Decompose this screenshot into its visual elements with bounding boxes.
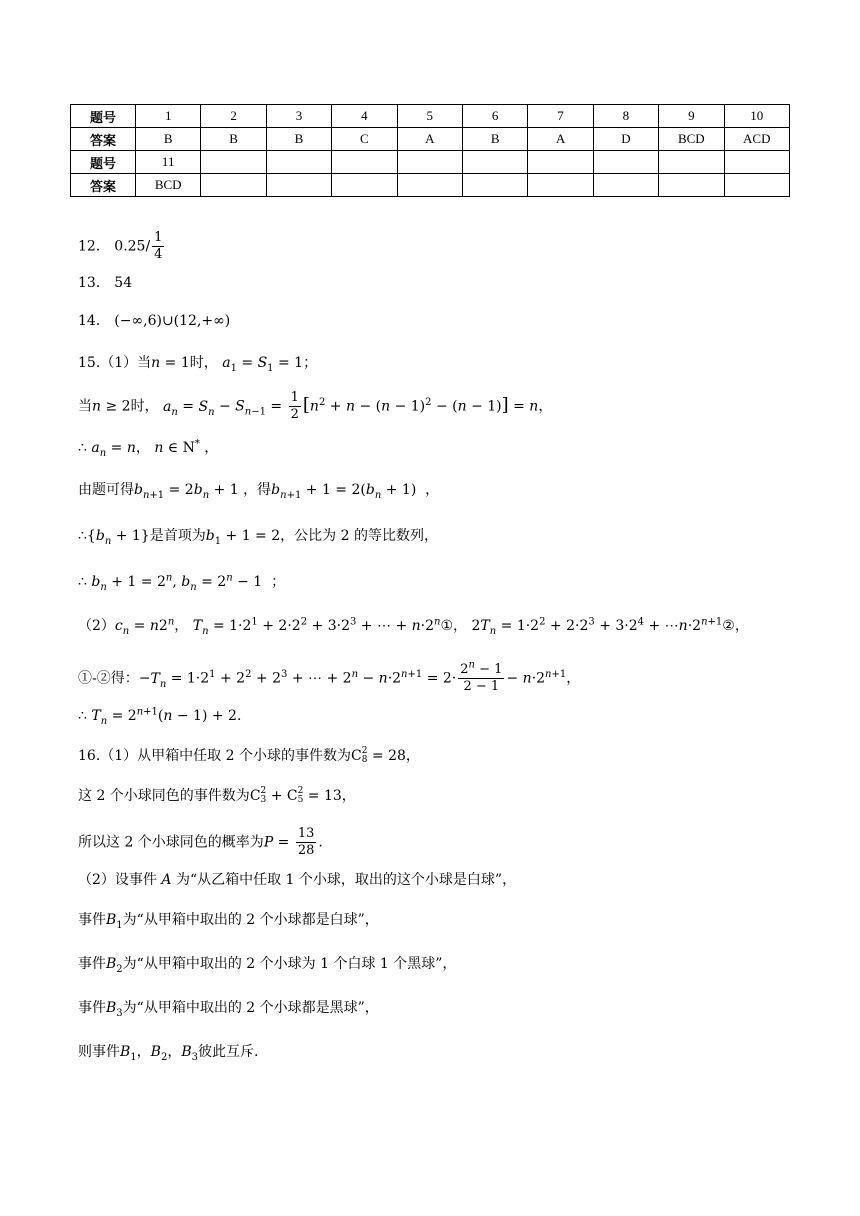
q15-therefore-3: ∴ xyxy=(78,574,87,590)
q12-value: 0.25/ xyxy=(114,238,151,255)
table-cell: ACD xyxy=(724,128,789,151)
q16-l2: 这 2 个小球同色的事件数为 xyxy=(78,788,250,804)
q15-when2-prefix: 当 xyxy=(78,398,92,415)
table-cell xyxy=(528,151,593,174)
q13-value: 54 xyxy=(114,275,133,291)
q13-label: 13． xyxy=(78,275,110,291)
table-cell xyxy=(201,151,266,174)
table-cell: 4 xyxy=(332,105,397,128)
table-cell: A xyxy=(397,128,462,151)
table-cell: 2 xyxy=(201,105,266,128)
table-row xyxy=(71,174,790,197)
q16-line-7: 事件$B_3$为“从甲箱中取出的 2 个小球都是黑球”， xyxy=(78,1000,379,1019)
q16-line-1: 16.（1）从甲箱中任取 2 个小球的事件数为C 2 8 = 28， xyxy=(78,746,420,765)
table-row xyxy=(71,128,790,151)
q15-therefore-1: ∴ xyxy=(78,440,87,456)
answer-table xyxy=(70,104,790,197)
q16-l8-post: 彼此互斥. xyxy=(198,1044,259,1060)
table-cell xyxy=(332,151,397,174)
answer-13 xyxy=(78,273,132,293)
table-cell xyxy=(593,151,658,174)
table-cell: 1 xyxy=(136,105,201,128)
q16-l6-pre: 事件 xyxy=(78,956,106,972)
table-cell xyxy=(266,174,331,197)
q16-l5-post: 为“从甲箱中取出的 2 个小球都是白球”， xyxy=(122,912,379,928)
table-cell xyxy=(266,151,331,174)
q14-label: 14． xyxy=(78,313,110,329)
table-cell: 7 xyxy=(528,105,593,128)
table-cell: A xyxy=(528,128,593,151)
table-cell: D xyxy=(593,128,658,151)
q15-seq-text: 是首项为 xyxy=(149,528,206,544)
table-cell: 5 xyxy=(397,105,462,128)
table-cell: 3 xyxy=(266,105,331,128)
table-cell: B xyxy=(136,128,201,151)
table-cell: 9 xyxy=(659,105,724,128)
table-cell: 6 xyxy=(462,105,527,128)
table-cell xyxy=(528,174,593,197)
answer-14 xyxy=(78,311,230,331)
table-cell xyxy=(724,151,789,174)
q16-l4-pre: （2）设事件 xyxy=(78,872,157,888)
table-cell xyxy=(397,151,462,174)
q16-line-2: 这 2 个小球同色的事件数为C 2 3 + C 2 5 = 13， xyxy=(78,786,356,805)
q15-p1-label: 15.（1）当 xyxy=(78,355,152,371)
table-cell xyxy=(659,151,724,174)
table-row-header: 答案 xyxy=(71,128,136,151)
table-cell: 10 xyxy=(724,105,789,128)
table-row-header: 答案 xyxy=(71,174,136,197)
q15-line-7: $(2)c_n = n2^n$， $T_n = 1\cdot 2^1 + 2\cdot 2^2 + 3\cdot 2^3$ + ⋯ + $n\cdot 2^n①$， $2T_n = 1\cdot 2^2 + 2\cdot 2^3 + 3\cdot 2^4$ + $\cdots n\cdot 2^{n+1}②$， xyxy=(78,616,749,637)
q15-p2-label: （2） xyxy=(78,618,115,634)
answer-table-body xyxy=(71,105,790,197)
table-cell xyxy=(724,174,789,197)
table-row xyxy=(71,105,790,128)
q16-l7-post: 为“从甲箱中取出的 2 个小球都是黑球”， xyxy=(122,1000,379,1016)
q16-l5-pre: 事件 xyxy=(78,912,106,928)
table-cell: B xyxy=(462,128,527,151)
table-row-header: 题号 xyxy=(71,151,136,174)
q16-line-3: 所以这 2 个小球同色的概率为P = $\frac{13}{28}$ . xyxy=(78,826,323,858)
q15-line-6: ∴ $b_n + 1 = 2^n$, $b_n = 2^n - 1$ ； xyxy=(78,572,286,593)
q15-line-9: ∴ $T_n = 2^{n+1}(n - 1) + 2$. xyxy=(78,706,242,727)
q15-sub-text: ①-②得： xyxy=(78,670,139,687)
q16-l1: 16.（1）从甲箱中任取 2 个小球的事件数为 xyxy=(78,748,351,764)
q16-frac-den: 28 xyxy=(297,843,315,858)
table-cell xyxy=(659,174,724,197)
table-cell xyxy=(201,174,266,197)
q15-line-5: $\therefore\{b_n + 1\}$是首项为$b_1 + 1 = 2$，公比为 2 的等比数列， xyxy=(78,528,438,547)
q16-line-6: 事件$B_2$为“从甲箱中取出的 2 个小球为 1 个白球 1 个黑球”， xyxy=(78,956,457,975)
q16-l4-post: 为“从乙箱中任取 1 个小球，取出的这个小球是白球”， xyxy=(175,872,517,888)
table-cell: 8 xyxy=(593,105,658,128)
table-cell: B xyxy=(266,128,331,151)
table-cell: 11 xyxy=(136,151,201,174)
table-cell xyxy=(462,151,527,174)
q16-line-4: （2）设事件 A 为“从乙箱中任取 1 个小球，取出的这个小球是白球”， xyxy=(78,872,517,888)
q15-therefore-4: ∴ xyxy=(78,708,87,724)
q12-label: 12． xyxy=(78,238,110,255)
table-cell xyxy=(462,174,527,197)
answer-12 xyxy=(78,230,166,263)
table-row xyxy=(71,151,790,174)
q14-value: (−∞,6)∪(12,+∞) xyxy=(114,313,231,329)
q15-circle-2: ② xyxy=(722,618,735,634)
table-cell: BCD xyxy=(136,174,201,197)
q15-when2: 时， xyxy=(130,398,159,415)
q16-frac-num: 13 xyxy=(297,826,315,841)
q15-when1: 时， xyxy=(189,355,218,371)
table-cell: C xyxy=(332,128,397,151)
table-cell xyxy=(332,174,397,197)
table-cell: B xyxy=(201,128,266,151)
q16-l7-pre: 事件 xyxy=(78,1000,106,1016)
q16-line-5: 事件$B_1$为“从甲箱中取出的 2 个小球都是白球”， xyxy=(78,912,379,931)
q16-l8-pre: 则事件 xyxy=(78,1044,120,1060)
q15-line-4: 由题可得$b_{n+1} = 2b_n + 1$ ，得$b_{n+1} + 1 = 2(b_n + 1)$ ， xyxy=(78,482,440,501)
q15-get: ，得 xyxy=(243,482,272,498)
table-cell xyxy=(593,174,658,197)
table-cell: BCD xyxy=(659,128,724,151)
q12-fraction xyxy=(152,230,164,263)
q15-line-2: 当n ≥ 2时， $a_n = S_n - S_{n-1}$ = $\frac{1}{2}$ $[n^2 + n - (n - 1)^2 - (n - 1)] = n$， xyxy=(78,390,553,422)
q16-line-8: 则事件$B_1$，$B_2$，$B_3$彼此互斥. xyxy=(78,1044,259,1063)
q15-therefore-2: ∴ xyxy=(78,528,87,544)
q15-given: 由题可得 xyxy=(78,482,134,498)
q15-line-8: ①-②得：$-T_n = 1\cdot 2^1 + 2^2 + 2^3$ + ⋯ + $2^n - n\cdot 2^{n+1} = 2\cdot$ $\frac{2^n - 1}{2 - 1}$ − $n\cdot 2^{n+1}$， xyxy=(78,659,581,694)
table-row-header: 题号 xyxy=(71,105,136,128)
table-cell xyxy=(397,174,462,197)
q12-frac-den: 4 xyxy=(154,247,163,262)
q15-line-1: 15.（1）当n = 1时， $a_1 = S_1 = 1$； xyxy=(78,355,318,374)
q15-ratio-text: ，公比为 2 的等比数列， xyxy=(280,528,438,544)
q16-l6-post: 为“从甲箱中取出的 2 个小球为 1 个白球 1 个黑球”， xyxy=(122,956,457,972)
q15-line-3: ∴ $a_n = n$， n ∈ N* ， xyxy=(78,438,219,459)
q16-l3: 所以这 2 个小球同色的概率为 xyxy=(78,834,264,851)
q15-circle-1: ① xyxy=(440,618,454,634)
q12-frac-num: 1 xyxy=(154,230,163,245)
